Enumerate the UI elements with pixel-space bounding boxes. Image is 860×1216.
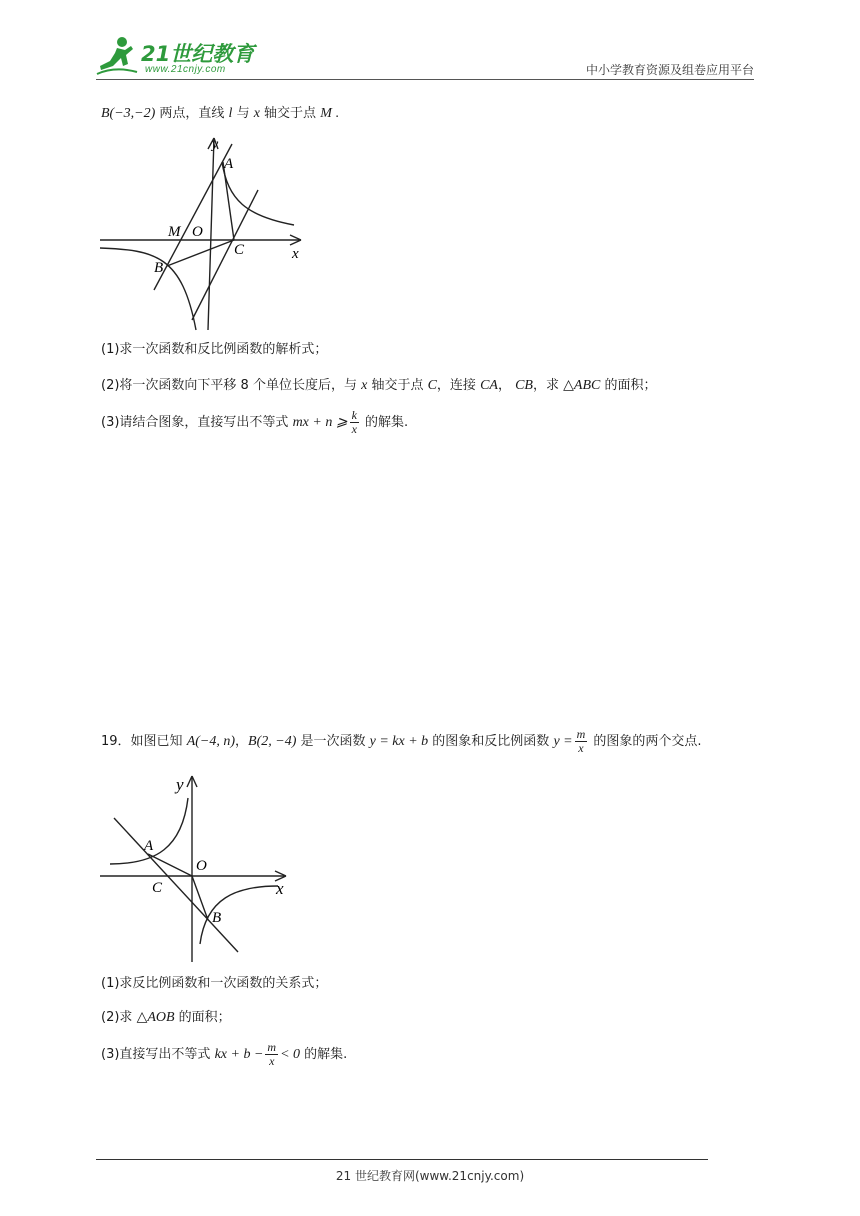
q18-label-B: B (154, 260, 164, 276)
q18-part3: (3)请结合图象，直接写出不等式 mx + n ⩾ $\frac{k}{x}$ 的解集. (101, 408, 409, 437)
q19-inequality-fraction: $\frac{m}{x}$ (267, 1040, 277, 1069)
q18-label-A: A (224, 156, 234, 172)
q18-label-M: M (168, 224, 181, 240)
q19-fraction: $\frac{m}{x}$ (576, 727, 586, 756)
q18-part2: (2)将一次函数向下平移 8 个单位长度后，与 x 轴交于点 C，连接 CA， CB，求 △ABC 的面积； (101, 378, 657, 393)
footer-text: 21 世纪教育网(www.21cnjy.com) (335, 1169, 525, 1183)
q18-label-x: x (292, 246, 299, 262)
q19-label-x: x (276, 879, 284, 898)
q18-y-axis (208, 138, 214, 330)
logo-url: www.21cnjy.com (145, 64, 226, 75)
q19-label-O: O (196, 858, 207, 874)
q18-segment-CB (167, 240, 234, 266)
q19-label-A: A (144, 838, 154, 854)
q18-part1: (1)求一次函数和反比例函数的解析式； (101, 342, 328, 357)
q18-label-y: y (212, 137, 219, 152)
q19-figure (96, 768, 296, 968)
q18-segment-CA (223, 162, 234, 240)
q18-intro: B(−3,−2) 两点，直线 l 与 x 轴交于点 M . (101, 106, 339, 121)
q18-shifted-line (192, 190, 258, 320)
site-logo (95, 36, 265, 78)
q18-label-C: C (234, 242, 245, 258)
header-platform-text: 中小学教育资源及组卷应用平台 (585, 63, 754, 77)
q19-label-y: y (176, 775, 184, 794)
q19-label-B: B (212, 910, 222, 926)
q19-part1: (1)求反比例函数和一次函数的关系式； (101, 976, 328, 991)
q18-figure (96, 130, 316, 335)
q19-stem: 19．如图已知 A(−4, n)，B(2, −4) 是一次函数 y = kx + b 的图象和反比例函数 y = $\frac{m}{x}$ 的图象的两个交点. (101, 727, 702, 756)
q19-segment-AO (148, 854, 192, 876)
q19-part3: (3)直接写出不等式 kx + b − $\frac{m}{x}$ < 0 的解集. (101, 1040, 348, 1069)
q18-line-l (154, 144, 232, 290)
q18-label-O: O (192, 224, 203, 240)
footer-divider (96, 1159, 708, 1160)
header-divider (96, 79, 754, 80)
runner-logo-icon (95, 36, 139, 78)
q19-segment-OB (192, 876, 208, 920)
q18-fraction: $\frac{k}{x}$ (351, 408, 357, 437)
q19-line (114, 818, 238, 952)
q19-part2: (2)求 △AOB 的面积； (101, 1010, 231, 1025)
logo-text: 21世纪教育 (141, 42, 255, 66)
q19-label-C: C (152, 880, 163, 896)
